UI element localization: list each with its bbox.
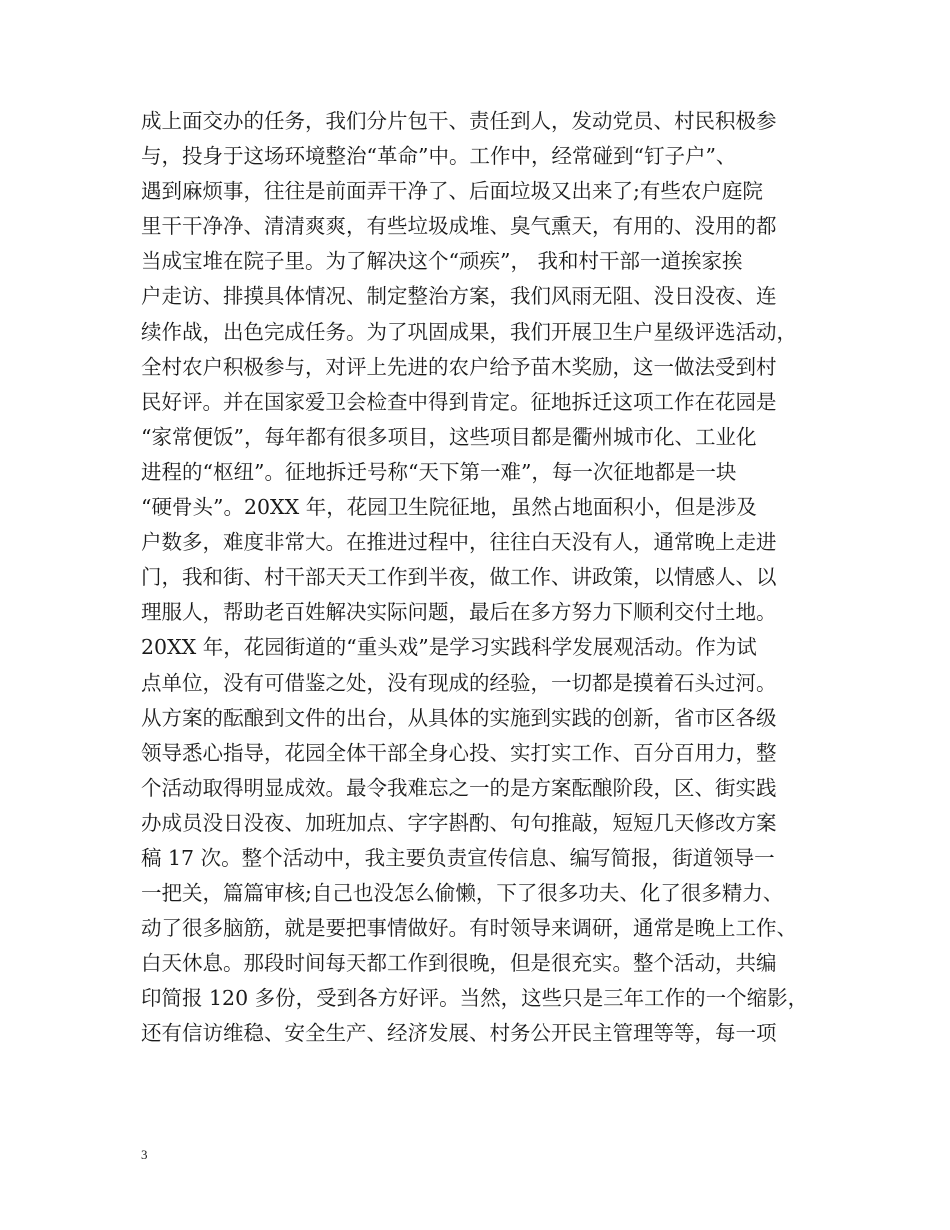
text-line: 成上面交办的任务，我们分片包干、责任到人，发动党员、村民积极参: [141, 109, 777, 133]
text-line: 动了很多脑筋，就是要把事情做好。有时领导来调研，通常是晚上工作、: [141, 916, 797, 941]
text-line: 还有信访维稳、安全生产、经济发展、村务公开民主管理等等，每一项: [141, 1021, 777, 1046]
text-line: 印简报 120 多份，受到各方好评。当然，这些只是三年工作的一个缩影，: [141, 986, 809, 1011]
text-line: 续作战，出色完成任务。为了巩固成果，我们开展卫生户星级评选活动，: [141, 319, 797, 344]
page-number: 3: [141, 1147, 148, 1162]
text-line: 一把关，篇篇审核;自己也没怎么偷懒，下了很多功夫、化了很多精力、: [141, 881, 784, 906]
text-line: 理服人，帮助老百姓解决实际问题，最后在多方努力下顺利交付土地。: [141, 600, 777, 625]
text-line: “家常便饭”，每年都有很多项目，这些项目都是衢州城市化、工业化: [141, 424, 757, 449]
text-line: 个活动取得明显成效。最令我难忘之一的是方案酝酿阶段，区、街实践: [141, 775, 777, 800]
text-line: 里干干净净、清清爽爽，有些垃圾成堆、臭气熏天，有用的、没用的都: [141, 214, 777, 239]
text-line: 稿 17 次。整个活动中，我主要负责宣传信息、编写简报，街道领导一: [141, 845, 775, 870]
text-line: 20XX 年，花园街道的“重头戏”是学习实践科学发展观活动。作为试: [141, 635, 757, 660]
text-line: 进程的“枢纽”。征地拆迁号称“天下第一难”，每一次征地都是一块: [141, 459, 737, 484]
text-line: 白天休息。那段时间每天都工作到很晚，但是很充实。整个活动，共编: [141, 951, 777, 976]
text-line: 户走访、排摸具体情况、制定整治方案，我们风雨无阻、没日没夜、连: [141, 284, 777, 309]
text-line: 民好评。并在国家爱卫会检查中得到肯定。征地拆迁这项工作在花园是: [141, 389, 777, 414]
body-text: [141, 104, 831, 1052]
text-line: 门，我和街、村干部天天工作到半夜，做工作、讲政策，以情感人、以: [141, 565, 777, 590]
text-line: “硬骨头”。20XX 年，花园卫生院征地，虽然占地面积小，但是涉及: [141, 495, 757, 520]
text-line: 户数多，难度非常大。在推进过程中，往往白天没有人，通常晚上走进: [141, 530, 777, 555]
text-line: 遇到麻烦事，往往是前面弄干净了、后面垃圾又出来了;有些农户庭院: [141, 179, 763, 204]
text-line: 当成宝堆在院子里。为了解决这个“顽疾”， 我和村干部一道挨家挨: [141, 249, 743, 274]
text-line: 办成员没日没夜、加班加点、字字斟酌、句句推敲，短短几天修改方案: [141, 810, 777, 835]
text-line: 点单位，没有可借鉴之处，没有现成的经验，一切都是摸着石头过河。: [141, 670, 777, 695]
text-line: 从方案的酝酿到文件的出台，从具体的实施到实践的创新，省市区各级: [141, 705, 777, 730]
text-line: 领导悉心指导，花园全体干部全身心投、实打实工作、百分百用力，整: [141, 740, 777, 765]
text-line: 全村农户积极参与，对评上先进的农户给予苗木奖励，这一做法受到村: [141, 354, 777, 379]
text-line: 与，投身于这场环境整治“革命”中。工作中，经常碰到“钉子户”、: [141, 144, 737, 169]
